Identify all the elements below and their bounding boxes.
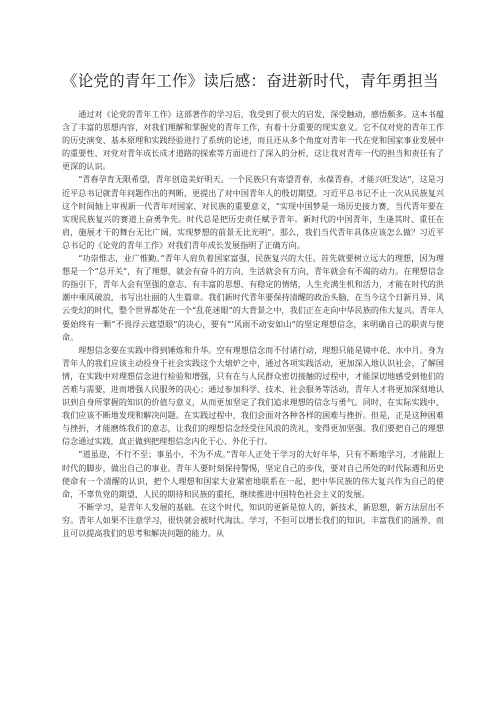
body-paragraph-4: 理想信念要在实践中得到锤炼和升华。空有理想信念而不付诸行动，理想只能是镜中花、水中月。身为青年人的我们应该主动投身于社会实践这个大熔炉之中，通过各项实践活动，更加深入地认识社会，了解国情，在实践中对理想信念进行检验和增强，只有在与人民群众密切接触的过程中，才能深切地感受到他们的苦难与需要，进而增强人民服务的决心；通过参加科学、技术、社会服务等活动，青年人才将更加深刻地认识到自身所掌握的知识的价值与意义，从而更加坚定了我们追求理想的信念与勇气。同时，在实际实践中，我们应该不断地发现和解决问题。在实践过程中，我们会面对各种各样的困难与挫折。但是，正是这种困难与挫折，才能磨练我们的意志，让我们的理想信念经受住风浪的洗礼，变得更加坚强。我们要把自己的理想信念通过实践，真正做到把理想信念内化于心、外化于行。	[62, 344, 444, 447]
body-paragraph-3: “功崇惟志，业广惟勤。”青年人肩负着国家富强，民族复兴的大任。首先就要树立远大的理想，因为理想是一个“总开关”，有了理想，就会有奋斗的方向，生活就会有方向，青年就会有不竭的动力。在理想信念的指引下，青年人会有坚强的意志、有丰富的思想、有稳定的情绪，人生充满生机和活力，才能在时代的洪潮中乘风破浪，书写出壮丽的人生篇章。我们新时代青年要保持清醒的政治头脑，在当今这个日新月异、风云变幻的时代，整个世界都处在一个“乱花迷眼”的大背景之中，我们正在走向中华民族的伟大复兴。青年人要始终有一颗“不畏浮云遮望眼”的决心，要有“‘风雨不动安如山”的坚定理想信念，来明确自己的职责与使命。	[62, 253, 444, 342]
document-body	[62, 108, 444, 540]
body-paragraph-6: 不断学习，是青年人发展的基础。在这个时代，知识的更新是惊人的，新技术，新思想，新方法层出不穷。青年人如果不注意学习，很快就会被时代淘汰。学习，不但可以增长我们的知识，丰富我们的涵养，而且可以提高我们的思考和解决问题的能力。从	[62, 501, 444, 538]
body-paragraph-5: “道虽迩，不行不至；事虽小，不为不成。”青年人正处于学习的大好年华，只有不断地学习，才能跟上时代的脚步，做出自己的事业。青年人要时刻保持警惕，坚定自己的步伐，要对自己所处的时代际遇和历史使命有一个清醒的认识，把个人理想和国家大业紧密地联系在一起，把中华民族的伟大复兴作为自己的使命，不辜负党的期望、人民的期待和民族的重托，继续推进中国特色社会主义的发展。	[62, 449, 444, 499]
body-paragraph-1: 通过对《论党的青年工作》这部著作的学习后，我受到了很大的启发，深受触动，感悟颇多。这本书蕴含了丰富的思想内容，对我们理解和掌握党的青年工作，有着十分重要的现实意义。它不仅对党的青年工作的历史演变、基本原理和实践经验进行了系统的论述，而且还从多个角度对青年一代在党和国家事业发展中的重要性、对党对青年成长成才道路的探索等方面进行了深入的分析，这让我对青年一代的担当和责任有了更深的认识。	[62, 109, 444, 172]
body-paragraph-2: “青春孕育无限希望，青年创造美好明天。一个民族只有寄望青春，永葆青春，才能兴旺发达”，这是习近平总书记就青年问题作出的判断，更提出了对中国青年人的殷切期望。习近平总书记不止一次从民族复兴这个时间轴上审视新一代青年对国家、对民族的重要意义，“实现中国梦是一场历史接力赛，当代青年要在实现民族复兴的赛道上奋勇争先。时代总是把历史责任赋予青年。新时代的中国青年，生逢其时、重任在肩，施展才干的舞台无比广阔，实现梦想的前景无比光明”。那么，我们当代青年具体应该怎么做？习近平总书记的《论党的青年工作》对我们青年成长发展指明了正确方向。	[62, 174, 444, 250]
document-title: 《论党的青年工作》读后感：奋进新时代，青年勇担当	[62, 72, 439, 90]
